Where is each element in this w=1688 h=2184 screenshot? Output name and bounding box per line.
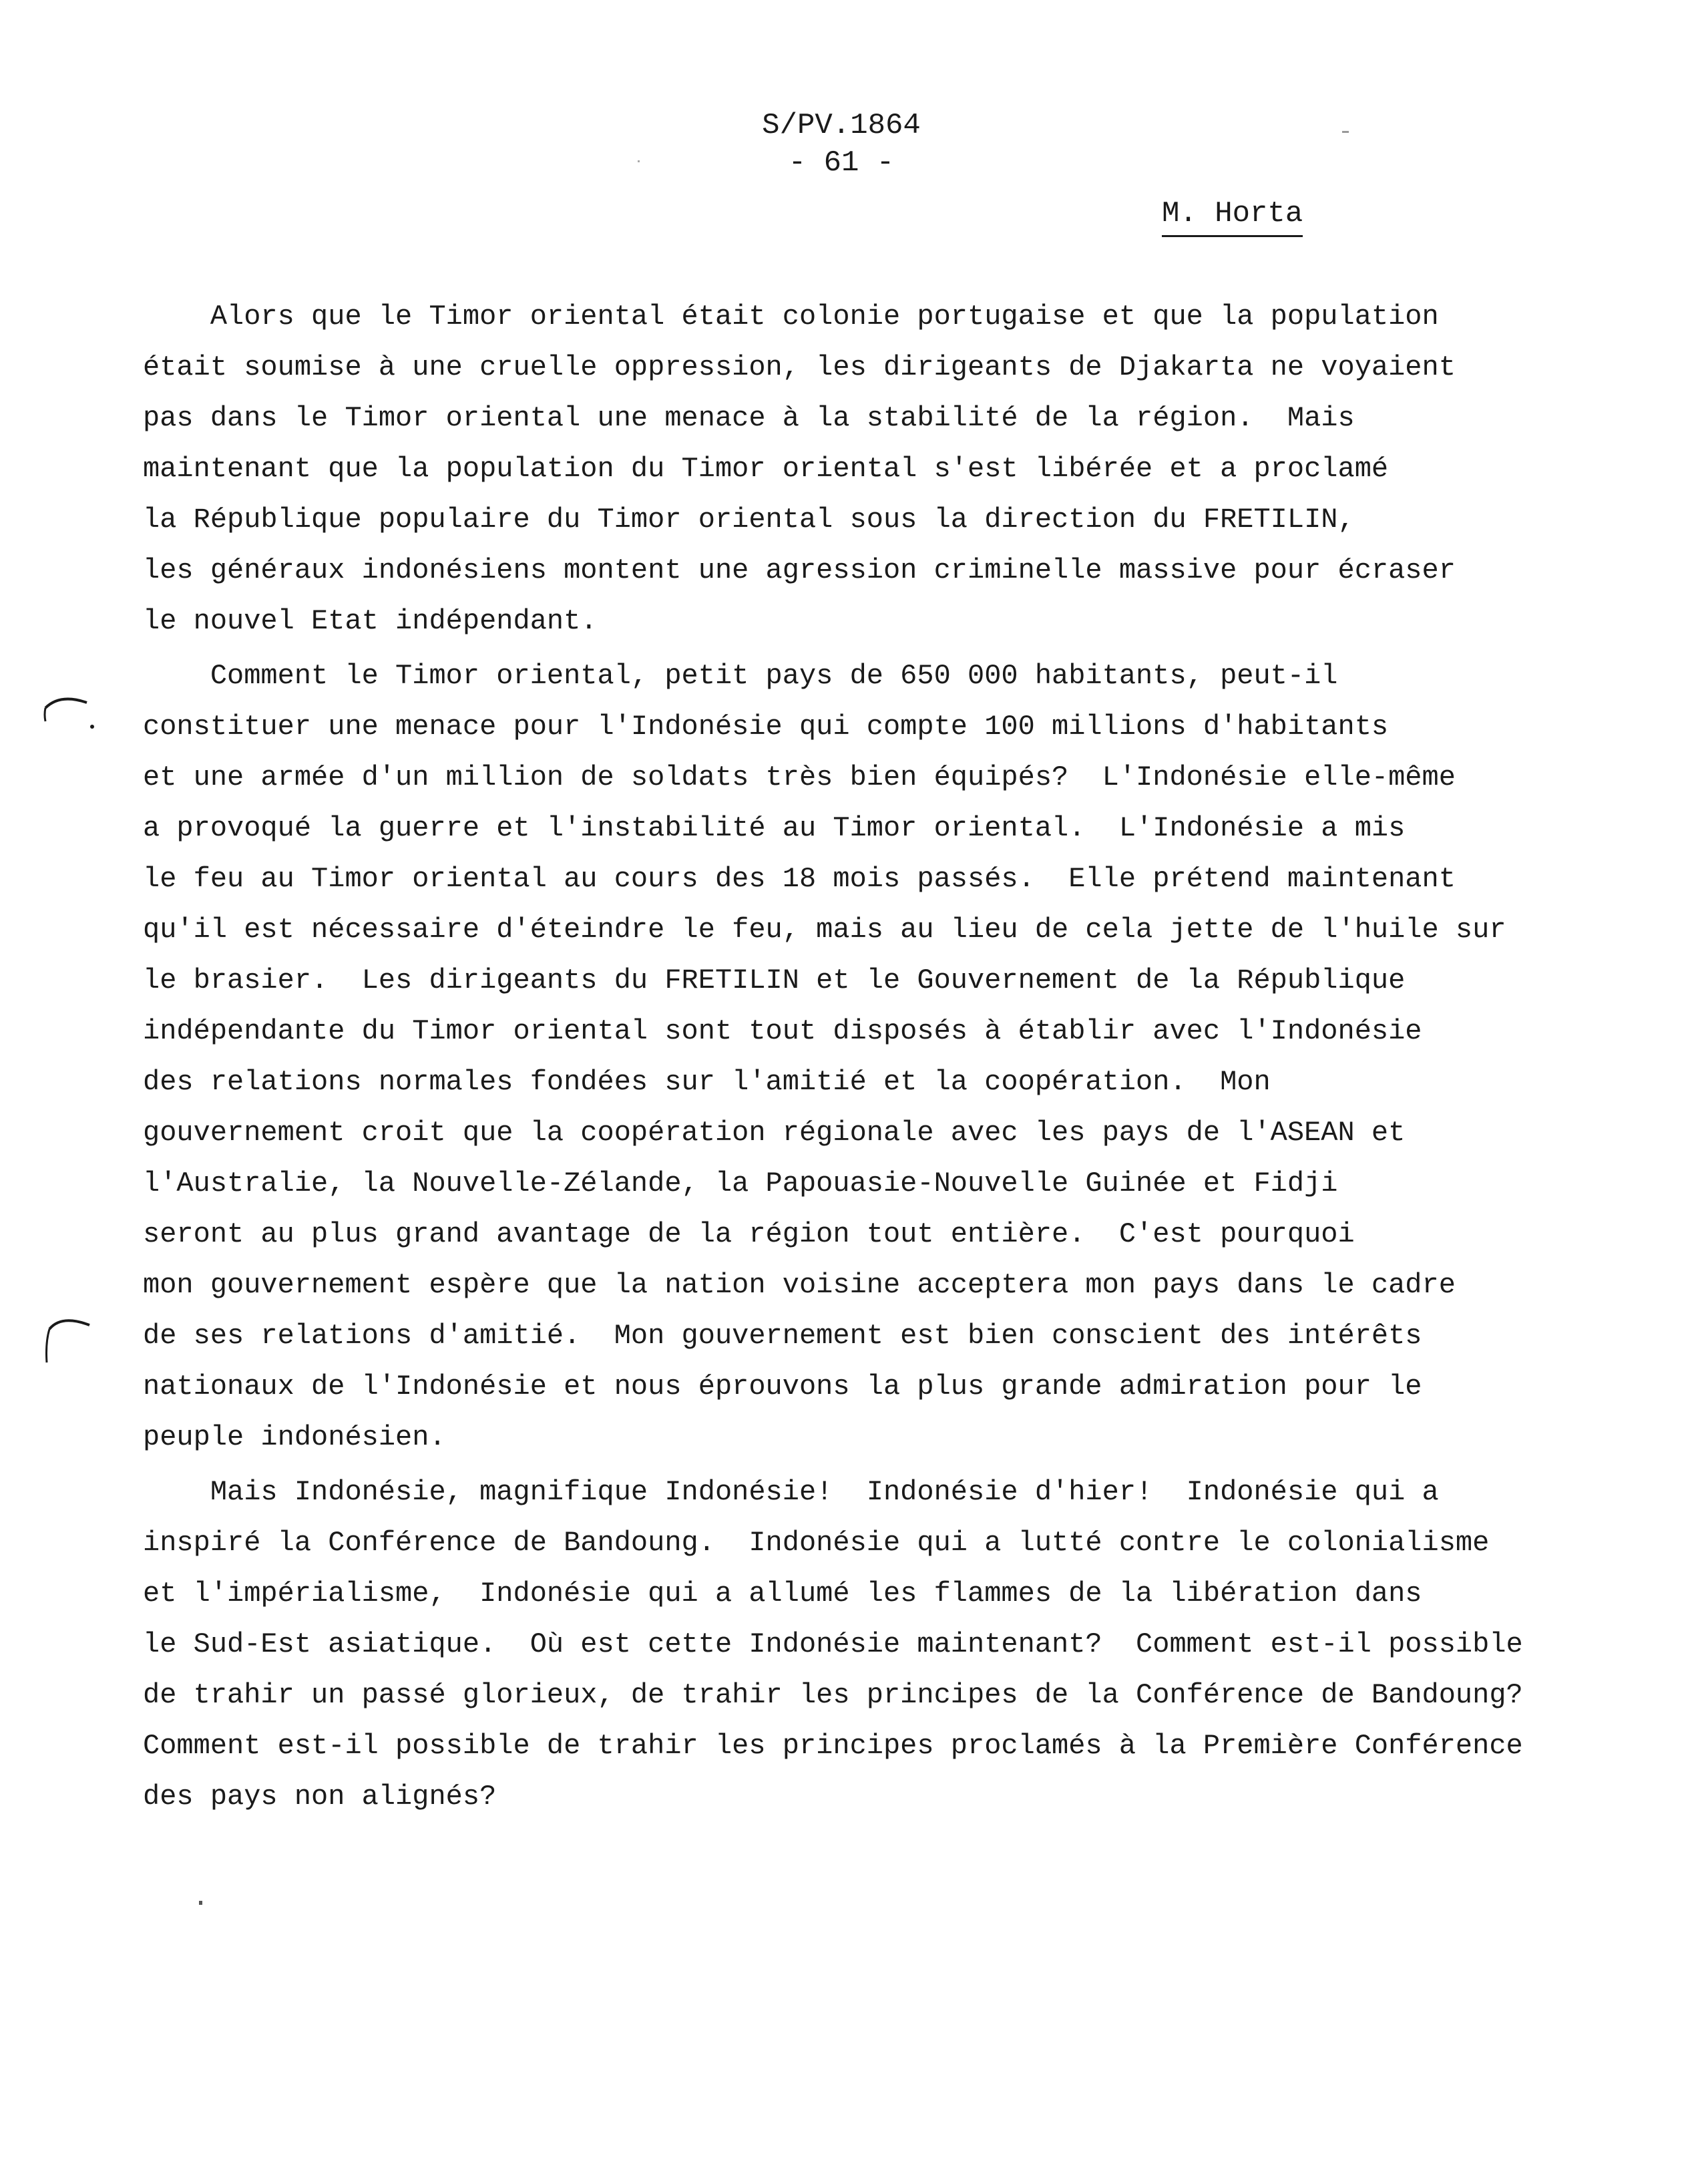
text-line: seront au plus grand avantage de la région tout entière. C'est pourquoi xyxy=(143,1218,1355,1250)
text-line: la République populaire du Timor oriental sous la direction du FRETILIN, xyxy=(143,504,1355,536)
text-line: Comment est-il possible de trahir les principes proclamés à la Première Conférence xyxy=(143,1730,1523,1762)
paragraph xyxy=(143,291,1532,647)
document-symbol: S/PV.1864 xyxy=(762,109,921,142)
margin-mark-lower xyxy=(40,1309,100,1376)
text-line: maintenant que la population du Timor oriental s'est libérée et a proclamé xyxy=(143,453,1389,485)
text-line: pas dans le Timor oriental une menace à la stabilité de la région. Mais xyxy=(143,402,1355,434)
text-line: gouvernement croit que la coopération régionale avec les pays de l'ASEAN et xyxy=(143,1117,1406,1149)
speck-mark xyxy=(1342,131,1349,133)
text-line: nationaux de l'Indonésie et nous éprouvons la plus grande admiration pour le xyxy=(143,1371,1422,1403)
text-line: inspiré la Conférence de Bandoung. Indonésie qui a lutté contre le colonialisme xyxy=(143,1527,1490,1559)
margin-mark-upper xyxy=(40,688,100,741)
text-line: peuple indonésien. xyxy=(143,1421,446,1453)
text-line: et l'impérialisme, Indonésie qui a allumé les flammes de la libération dans xyxy=(143,1578,1422,1610)
text-line: des relations normales fondées sur l'amitié et la coopération. Mon xyxy=(143,1066,1271,1098)
text-line: qu'il est nécessaire d'éteindre le feu, mais au lieu de cela jette de l'huile sur xyxy=(143,914,1506,946)
text-line: Alors que le Timor oriental était colonie portugaise et que la population xyxy=(143,301,1439,333)
text-line: constituer une menace pour l'Indonésie qui compte 100 millions d'habitants xyxy=(143,711,1389,743)
paragraph xyxy=(143,1467,1532,1822)
text-line: Comment le Timor oriental, petit pays de 650 000 habitants, peut-il xyxy=(143,660,1338,692)
text-line: le feu au Timor oriental au cours des 18 mois passés. Elle prétend maintenant xyxy=(143,863,1456,895)
paragraph xyxy=(143,651,1532,1463)
text-line: le nouvel Etat indépendant. xyxy=(143,605,598,637)
text-line: de ses relations d'amitié. Mon gouvernement est bien conscient des intérêts xyxy=(143,1320,1422,1352)
text-line: mon gouvernement espère que la nation voisine acceptera mon pays dans le cadre xyxy=(143,1269,1456,1301)
text-line: et une armée d'un million de soldats très bien équipés? L'Indonésie elle-même xyxy=(143,761,1456,793)
text-line: le Sud-Est asiatique. Où est cette Indonésie maintenant? Comment est-il possible xyxy=(143,1628,1523,1660)
text-line: de trahir un passé glorieux, de trahir les principes de la Conférence de Bandoung? xyxy=(143,1679,1523,1711)
page-number: - 61 - xyxy=(788,146,895,180)
text-line: l'Australie, la Nouvelle-Zélande, la Papouasie-Nouvelle Guinée et Fidji xyxy=(143,1167,1338,1200)
text-line: des pays non alignés? xyxy=(143,1781,497,1813)
text-line: était soumise à une cruelle oppression, les dirigeants de Djakarta ne voyaient xyxy=(143,351,1456,383)
text-line: le brasier. Les dirigeants du FRETILIN et le Gouvernement de la République xyxy=(143,964,1406,996)
speck-mark xyxy=(638,160,640,162)
text-line: Mais Indonésie, magnifique Indonésie! Indonésie d'hier! Indonésie qui a xyxy=(143,1476,1439,1508)
text-line: a provoqué la guerre et l'instabilité au Timor oriental. L'Indonésie a mis xyxy=(143,812,1406,844)
speaker-name: M. Horta xyxy=(1162,195,1303,237)
body-text xyxy=(143,291,1532,1822)
text-line: indépendante du Timor oriental sont tout disposés à établir avec l'Indonésie xyxy=(143,1015,1422,1047)
speck-mark xyxy=(199,1901,202,1905)
text-line: les généraux indonésiens montent une agression criminelle massive pour écraser xyxy=(143,554,1456,586)
